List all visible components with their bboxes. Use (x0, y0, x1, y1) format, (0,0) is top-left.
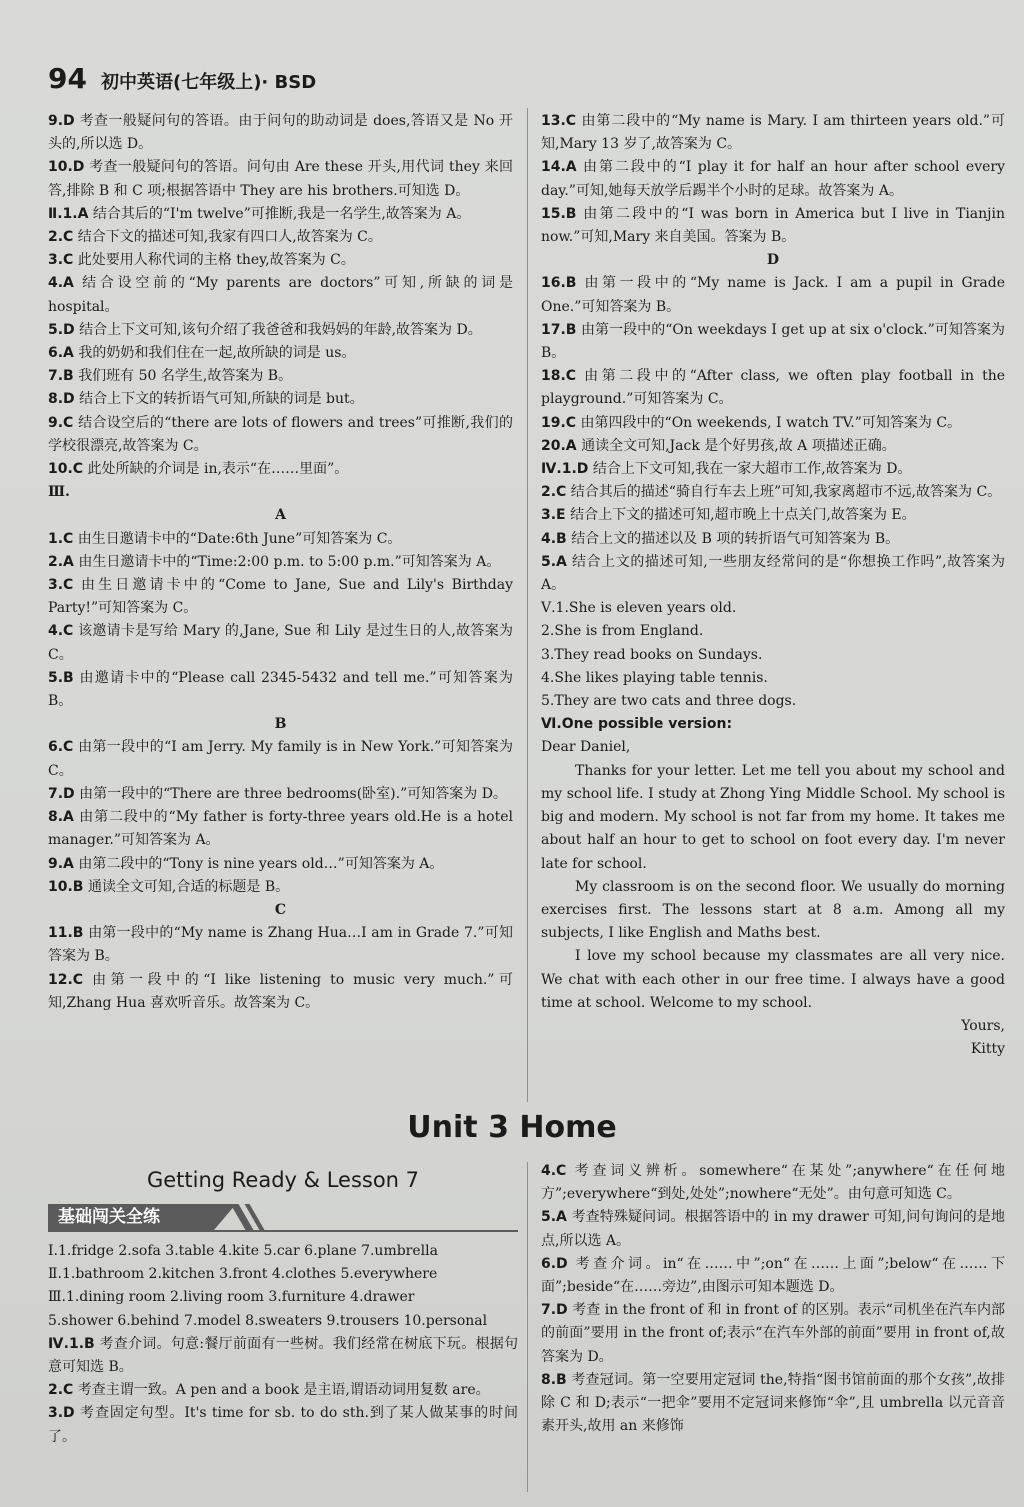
answer-label: 10.C (48, 461, 84, 478)
essay-signoff: Kitty (970, 1041, 1005, 1058)
answer-label: Ⅵ.One possible version: (541, 716, 733, 733)
answer-line: 2.She is from England. (541, 623, 704, 640)
answer-item (541, 481, 1005, 504)
answer-explanation: 我的奶奶和我们住在一起,故所缺的词是 us。 (78, 345, 356, 362)
answer-explanation: 考查介词。句意:餐厅前面有一些树。我们经常在树底下玩。根据句意可知选 B。 (48, 1335, 519, 1376)
answer-item (48, 853, 513, 876)
answer-explanation: 结合其后的描述“骑自行车去上班”可知,我家离超市不远,故答案为 C。 (570, 484, 1002, 501)
answer-line: 3.They read books on Sundays. (541, 646, 763, 663)
answer-item (48, 458, 513, 481)
answer-label: 5.A (541, 553, 567, 570)
answer-label: 2.C (48, 229, 74, 246)
answer-explanation: 此处要用人称代词的主格 they,故答案为 C。 (77, 252, 355, 269)
answer-item (541, 1206, 1005, 1252)
answer-label: 7.B (48, 368, 74, 385)
essay-paragraph: Thanks for your letter. Let me tell you about my school and my school life. I study at Zhong Ying Middle School. My school is big and modern. My school is not far from my home. It takes me about half an hour to get to school on foot every day. I'm never late for school. (541, 762, 1005, 872)
answer-explanation: 结合上文的描述可知,一些朋友经常问的是“你想换工作吗”,故答案为 A。 (541, 553, 1005, 594)
answer-label: 8.D (48, 391, 75, 408)
section-heading: A (275, 507, 286, 524)
answer-label: 8.A (48, 809, 74, 826)
answer-item (48, 574, 513, 620)
banner-label: 基础闯关全练 (48, 1204, 214, 1230)
answer-explanation: 结合下文的描述可知,我家有四口人,故答案为 C。 (77, 229, 382, 246)
answer-explanation: 由第二段中的“After class, we often play football in the playground.”可知答案为 C。 (541, 368, 1006, 408)
section-heading: C (274, 901, 287, 918)
answer-label: Ⅳ.1.D (541, 461, 589, 478)
essay-signoff: Yours, (961, 1017, 1005, 1034)
answer-explanation: 结合上下文可知,我在一家大超市工作,故答案为 D。 (592, 461, 912, 478)
column-divider (527, 1162, 528, 1492)
answer-item (48, 667, 513, 713)
answer-explanation: 由第二段中的“My father is forty-three years old.He is a hotel manager.”可知答案为 A。 (48, 809, 513, 849)
answer-explanation: 由第二段中的“Tony is nine years old…”可知答案为 A。 (78, 855, 444, 872)
answer-explanation: 由第一段中的“On weekdays I get up at six o'clock.”可知答案为 B。 (541, 321, 1005, 362)
answer-line: Ⅱ.1.bathroom 2.kitchen 3.front 4.clothes 5.everywhere (48, 1266, 438, 1283)
answer-item (48, 226, 513, 249)
essay-paragraph: My classroom is on the second floor. We usually do morning exercises first. The lessons start at 8 a.m. Among all my subjects, I like English and Maths best. (541, 878, 1005, 942)
answer-label: 4.B (541, 530, 567, 547)
answer-label: 3.D (48, 1405, 75, 1422)
answer-label: 20.A (541, 437, 577, 454)
answer-label: 19.C (541, 414, 577, 431)
page-header (48, 62, 316, 96)
answer-column-right (541, 110, 1005, 1061)
answer-label: 16.B (541, 275, 577, 292)
book-title: 初中英语(七年级上)· BSD (100, 72, 317, 93)
answer-label: 12.C (48, 971, 84, 988)
answer-item (541, 1299, 1005, 1369)
answer-item (48, 922, 513, 968)
answer-explanation: 结合设空后的“there are lots of flowers and trees”可推断,我们的学校很漂亮,故答案为 C。 (48, 414, 513, 454)
answer-explanation: 考查固定句型。It's time for sb. to do sth.到了某人做某事的时间了。 (48, 1405, 518, 1445)
answer-explanation: 由第二段中的“I play it for half an hour after school every day.”可知,她每天放学后踢半个小时的足球。故答案为 A。 (541, 159, 1005, 199)
answer-label: 9.C (48, 414, 74, 431)
answer-explanation: 考查一般疑问句的答语。问句由 Are these 开头,用代词 they 来回答,排除 B 和 C 项;根据答语中 They are his brothers.可知选 D。 (48, 159, 513, 199)
answer-line: 5.They are two cats and three dogs. (541, 693, 797, 710)
column-divider (527, 108, 528, 1102)
unit-title: Unit 3 Home (407, 1110, 617, 1145)
answer-label: 10.B (48, 878, 84, 895)
answer-explanation: 考查冠词。第一空要用定冠词 the,特指“图书馆前面的那个女孩”,故排除 C 和 D;表示“一把伞”要用不定冠词来修饰“伞”,且 umbrella 以元音音素开头,故用 an 来修饰 (541, 1371, 1006, 1435)
answer-explanation: 此处所缺的介词是 in,表示“在……里面”。 (87, 461, 349, 478)
answer-label: 5.B (48, 669, 74, 686)
answer-label: 8.B (541, 1371, 567, 1388)
answer-label: Ⅳ.1.B (48, 1335, 95, 1352)
answer-label: 7.D (541, 1302, 568, 1319)
answer-item (541, 412, 1005, 435)
answer-label: 3.C (48, 577, 74, 594)
answer-item (48, 388, 513, 411)
answer-item (541, 272, 1005, 318)
section-banner (48, 1204, 518, 1232)
answer-label: 10.D (48, 159, 85, 176)
answer-explanation: 通读全文可知,Jack 是个好男孩,故 A 项描述正确。 (581, 437, 896, 454)
answer-label: 9.D (48, 113, 75, 129)
answer-label: 2.C (48, 1382, 74, 1399)
answer-item (48, 620, 513, 666)
answer-explanation: 由生日邀请卡中的“Time:2:00 p.m. to 5:00 p.m.”可知答案为 A。 (78, 553, 501, 570)
answer-label: 11.B (48, 925, 84, 942)
answer-item (541, 156, 1005, 202)
unit-answers-left (48, 1240, 518, 1449)
answer-label: 4.C (541, 1163, 567, 1179)
answer-item (48, 736, 513, 782)
answer-explanation: 该邀请卡是写给 Mary 的,Jane, Sue 和 Lily 是过生日的人,故答案为 C。 (48, 623, 513, 663)
answer-explanation: 由第一段中的“My name is Zhang Hua…I am in Grade 7.”可知答案为 B。 (48, 925, 513, 965)
answer-explanation: 考查主谓一致。A pen and a book 是主语,谓语动词用复数 are。 (77, 1382, 490, 1399)
answer-label: 7.D (48, 785, 75, 802)
answer-explanation: 由第四段中的“On weekends, I watch TV.”可知答案为 C。 (580, 414, 962, 431)
answer-explanation: 结合设空前的“My parents are doctors”可知,所缺的词是 hospital。 (48, 275, 513, 315)
answer-explanation: 由生日邀请卡中的“Come to Jane, Sue and Lily's Birthday Party!”可知答案为 C。 (48, 577, 513, 617)
answer-item (48, 876, 513, 899)
banner-underline (48, 1230, 518, 1232)
answer-line: Ⅴ.1.She is eleven years old. (541, 600, 737, 617)
answer-item (48, 365, 513, 388)
answer-item (541, 458, 1005, 481)
answer-item (48, 1333, 518, 1379)
answer-explanation: 结合上文的描述以及 B 项的转折语气可知答案为 B。 (571, 530, 900, 547)
essay-paragraph: I love my school because my classmates are all very nice. We chat with each other in our free time. I always have a good time at school. Welcome to my school. (541, 948, 1005, 1011)
answer-explanation: 考查特殊疑问词。根据答语中的 in my drawer 可知,问句询问的是地点,所以选 A。 (541, 1209, 1006, 1249)
lesson-title: Getting Ready & Lesson 7 (146, 1168, 420, 1192)
answer-label: 2.C (541, 484, 567, 501)
answer-item (541, 110, 1005, 156)
answer-item (541, 435, 1005, 458)
answer-line: Ⅰ.1.fridge 2.sofa 3.table 4.kite 5.car 6.plane 7.umbrella (48, 1243, 438, 1259)
page-number: 94 (48, 62, 87, 95)
answer-item (48, 806, 513, 852)
answer-explanation: 由第一段中的“I like listening to music very much.”可知,Zhang Hua 喜欢听音乐。故答案为 C。 (48, 971, 513, 1011)
answer-label: 4.C (48, 623, 74, 640)
answer-label: 9.A (48, 855, 74, 872)
answer-item (48, 412, 513, 458)
answer-explanation: 结合上下文的转折语气可知,所缺的词是 but。 (79, 391, 364, 408)
answer-explanation: 由第二段中的“My name is Mary. I am thirteen years old.”可知,Mary 13 岁了,故答案为 C。 (541, 113, 1005, 153)
answer-line: 5.shower 6.behind 7.model 8.sweaters 9.trousers 10.personal (48, 1312, 488, 1329)
answer-line: Dear Daniel, (541, 739, 631, 756)
answer-item (541, 1160, 1005, 1206)
section-heading: D (766, 252, 780, 269)
answer-item (48, 110, 513, 156)
answer-label: 6.D (541, 1255, 568, 1272)
answer-explanation: 由第二段中的“I was born in America but I live in Tianjin now.”可知,Mary 来自美国。答案为 B。 (541, 205, 1006, 246)
answer-explanation: 由邀请卡中的“Please call 2345-5432 and tell me.”可知答案为 B。 (48, 669, 513, 710)
unit-answers-right (541, 1160, 1005, 1438)
answer-label: 18.C (541, 368, 577, 385)
answer-item (541, 504, 1005, 527)
answer-item (48, 1402, 518, 1448)
answer-item (48, 272, 513, 318)
answer-item (541, 203, 1005, 249)
answer-explanation: 考查一般疑问句的答语。由于问句的助动词是 does,答语又是 No 开头的,所以选 D。 (48, 113, 514, 153)
answer-label: 5.A (541, 1209, 567, 1226)
answer-item (48, 528, 513, 551)
answer-line: Ⅲ.1.dining room 2.living room 3.furniture 4.drawer (48, 1289, 415, 1306)
answer-item (48, 156, 513, 202)
answer-item (48, 319, 513, 342)
part-heading (48, 481, 513, 504)
answer-label: 17.B (541, 321, 577, 338)
answer-item (48, 1379, 518, 1402)
answer-label: 3.E (541, 507, 566, 524)
answer-explanation: 由生日邀请卡中的“Date:6th June”可知答案为 C。 (77, 530, 402, 547)
answer-explanation: 结合其后的“I'm twelve”可推断,我是一名学生,故答案为 A。 (92, 205, 471, 222)
answer-label: 3.C (48, 252, 74, 269)
answer-explanation: 我们班有 50 名学生,故答案为 B。 (78, 368, 293, 385)
answer-label: 14.A (541, 159, 577, 176)
answer-label: 1.C (48, 530, 74, 547)
answer-item (541, 713, 1005, 736)
answer-label: 6.A (48, 345, 74, 362)
answer-label: 13.C (541, 113, 577, 129)
answer-explanation: 由第一段中的“There are three bedrooms(卧室).”可知答案为 D。 (79, 785, 507, 802)
part-numeral: Ⅲ. (48, 484, 70, 501)
answer-item (48, 249, 513, 272)
answer-item (541, 551, 1005, 597)
answer-item (541, 1369, 1005, 1439)
answer-item (541, 1253, 1005, 1299)
answer-item (48, 783, 513, 806)
answer-explanation: 由第一段中的“I am Jerry. My family is in New York.”可知答案为 C。 (48, 739, 513, 779)
answer-explanation: 结合上下文的描述可知,超市晚上十点关门,故答案为 E。 (570, 507, 916, 524)
answer-item (541, 319, 1005, 365)
answer-label: 5.D (48, 321, 75, 338)
answer-explanation: 考查 in the front of 和 in front of 的区别。表示“司机坐在汽车内部的前面”要用 in the front of;表示“在汽车外部的前面”要用 in front of,故答案为 D。 (541, 1302, 1005, 1365)
section-heading: B (274, 716, 287, 733)
answer-item (48, 969, 513, 1015)
answer-item (541, 528, 1005, 551)
answer-label: 4.A (48, 275, 74, 292)
answer-explanation: 通读全文可知,合适的标题是 B。 (87, 878, 290, 895)
answer-label: 2.A (48, 553, 74, 570)
answer-label: 15.B (541, 205, 577, 222)
answer-label: Ⅱ.1.A (48, 205, 89, 222)
answer-explanation: 由第一段中的“My name is Jack. I am a pupil in Grade One.”可知答案为 B。 (541, 275, 1005, 315)
answer-item (48, 342, 513, 365)
answer-label: 6.C (48, 739, 74, 756)
answer-item (48, 551, 513, 574)
answer-line: 4.She likes playing table tennis. (541, 669, 768, 686)
answer-explanation: 结合上下文可知,该句介绍了我爸爸和我妈妈的年龄,故答案为 D。 (79, 321, 482, 338)
answer-explanation: 考查词义辨析。somewhere“在某处”;anywhere“在任何地方”;everywhere“到处,处处”;nowhere“无处”。由句意可知选 C。 (541, 1163, 1005, 1203)
answer-column-left (48, 110, 513, 1015)
answer-explanation: 考查介词。in“在……中”;on“在……上面”;below“在……下面”;beside“在……旁边”,由图示可知本题选 D。 (541, 1255, 1006, 1296)
answer-item (48, 203, 513, 226)
answer-item (541, 365, 1005, 411)
